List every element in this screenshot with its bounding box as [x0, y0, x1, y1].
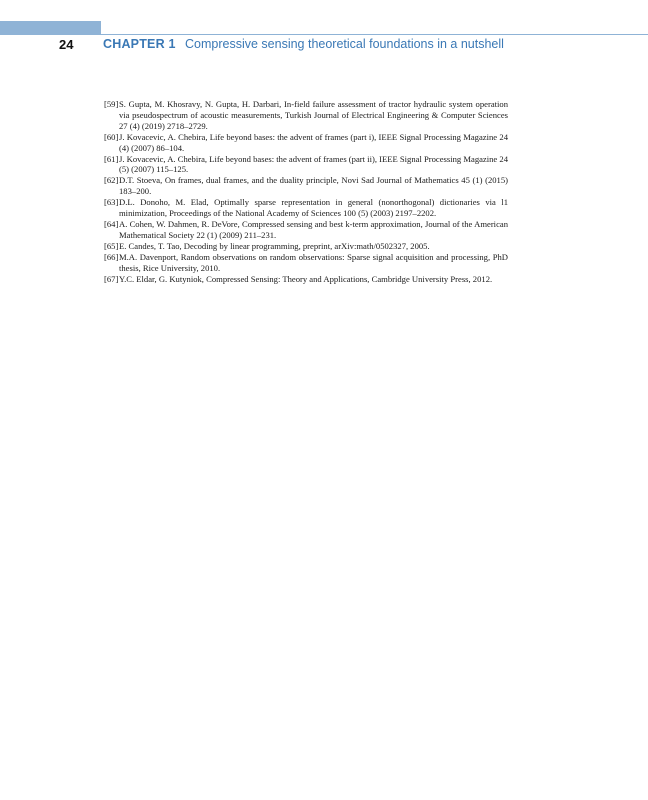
- header-rule: [101, 34, 648, 35]
- reference-item: [104, 241, 508, 252]
- running-head: [0, 37, 648, 55]
- reference-number: [59]: [104, 99, 119, 109]
- chapter-title: Compressive sensing theoretical foundations in a nutshell: [185, 37, 504, 51]
- reference-list: [104, 99, 508, 284]
- reference-text: E. Candes, T. Tao, Decoding by linear programming, preprint, arXiv:math/0502327, 2005.: [119, 240, 430, 251]
- reference-number: [63]: [104, 197, 119, 208]
- reference-item: [104, 154, 508, 176]
- reference-number: [60]: [104, 131, 119, 142]
- reference-item: [104, 175, 508, 197]
- reference-text: M.A. Davenport, Random observations on random observations: Sparse signal acquisition and processing, PhD thesis, Rice University, 2010.: [119, 251, 508, 273]
- reference-text: Y.C. Eldar, G. Kutyniok, Compressed Sensing: Theory and Applications, Cambridge University Press, 2012.: [119, 273, 493, 284]
- reference-text: A. Cohen, W. Dahmen, R. DeVore, Compressed sensing and best k-term approximation, Journal of the American Mathematical Society 22 (1) (2009) 211–231.: [119, 218, 508, 240]
- reference-text: J. Kovacevic, A. Chebira, Life beyond bases: the advent of frames (part ii), IEEE Signal Processing Magazine 24 (5) (2007) 115–125.: [119, 153, 508, 175]
- chapter-label: CHAPTER 1: [103, 37, 176, 51]
- reference-item: [104, 252, 508, 274]
- reference-text: J. Kovacevic, A. Chebira, Life beyond bases: the advent of frames (part i), IEEE Signal Processing Magazine 24 (4) (2007) 86–104.: [119, 131, 508, 153]
- reference-number: [66]: [104, 251, 119, 262]
- reference-number: [64]: [104, 218, 119, 229]
- header-accent-bar: [0, 21, 101, 35]
- page-number: 24: [59, 37, 74, 52]
- reference-item: [104, 274, 508, 285]
- reference-text: D.T. Stoeva, On frames, dual frames, and the duality principle, Novi Sad Journal of Mathematics 45 (1) (2015) 183–200.: [119, 175, 508, 197]
- reference-item: [104, 197, 508, 219]
- reference-item: [104, 99, 508, 132]
- reference-text: S. Gupta, M. Khosravy, N. Gupta, H. Darbari, In-field failure assessment of tractor hydraulic system operation via pseudospectrum of acoustic measurements, Turkish Journal of Electrical Engineering & Computer Sciences 27 (4) (2019) 2718–2729.: [119, 99, 508, 131]
- reference-number: [65]: [104, 240, 119, 251]
- reference-number: [67]: [104, 273, 119, 284]
- reference-item: [104, 132, 508, 154]
- reference-text: D.L. Donoho, M. Elad, Optimally sparse representation in general (nonorthogonal) dictionaries via l1 minimization, Proceedings of the National Academy of Sciences 100 (5) (2003) 2197–2202.: [119, 197, 508, 219]
- reference-number: [62]: [104, 175, 119, 186]
- reference-number: [61]: [104, 153, 119, 164]
- reference-item: [104, 219, 508, 241]
